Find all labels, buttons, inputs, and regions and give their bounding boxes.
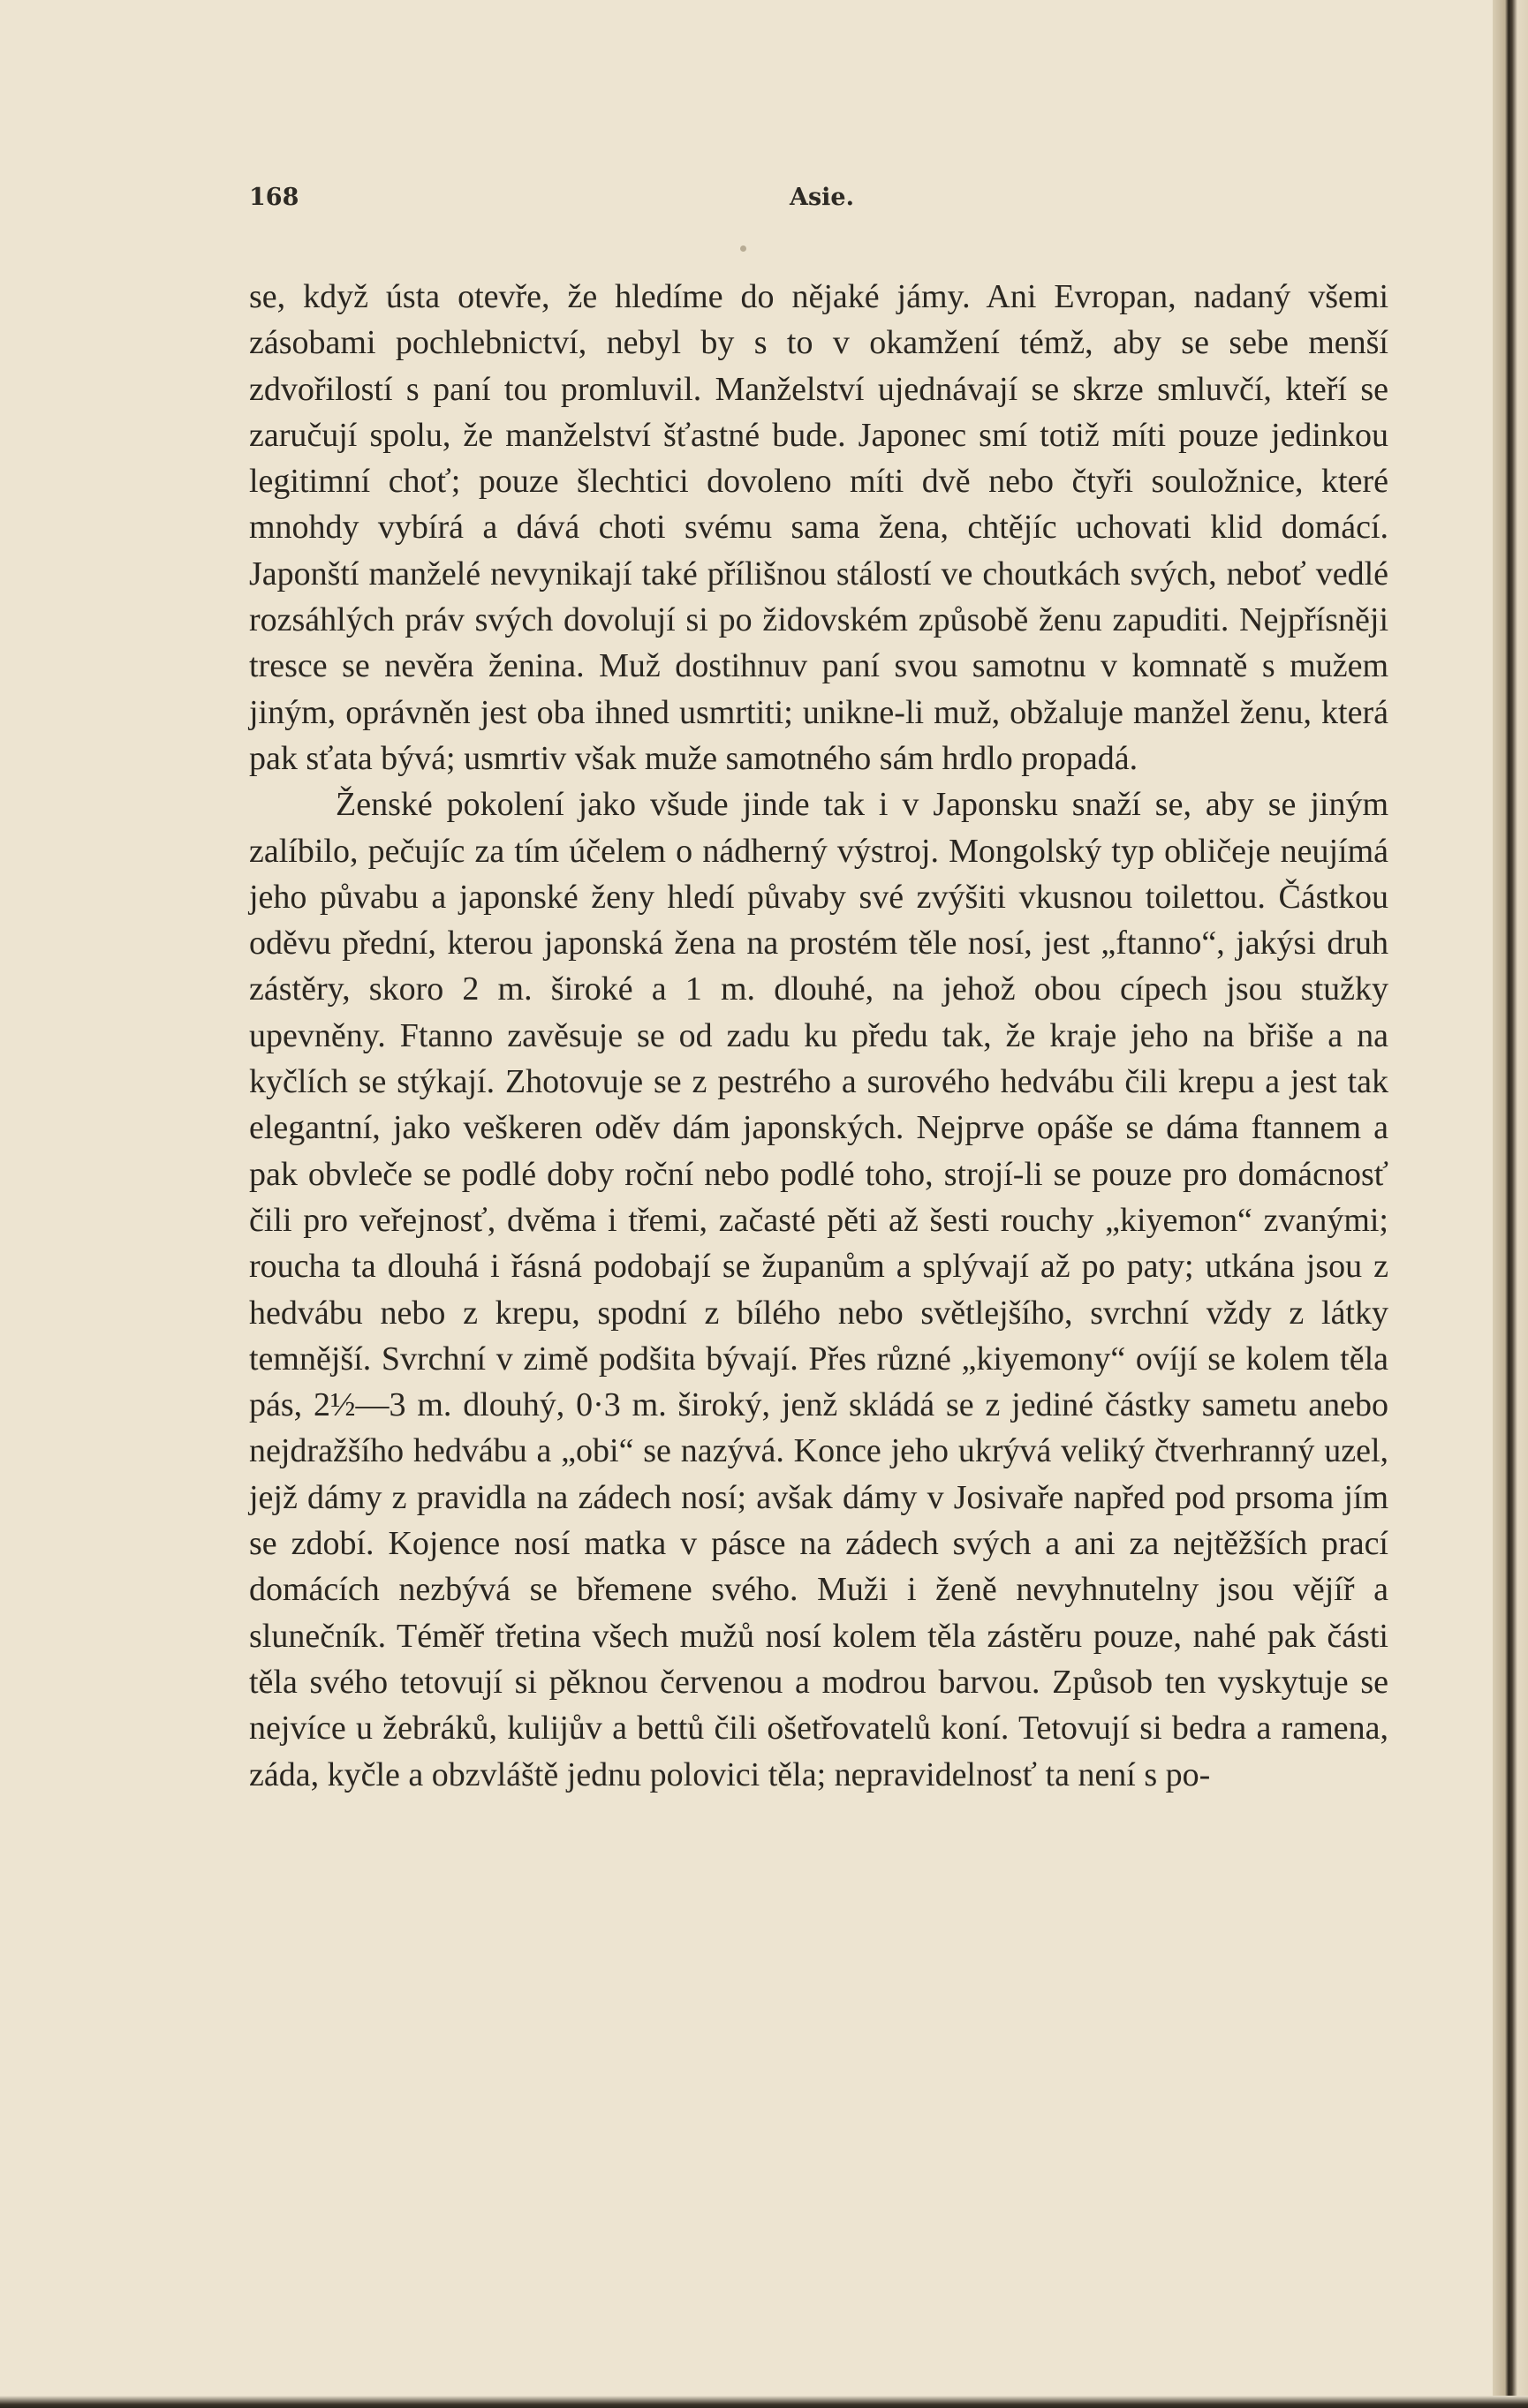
paragraph: Ženské pokolení jako všude jinde tak i v Japonsku snaží se, aby se jiným zalíbilo, pečujíc za tím účelem o nádherný výstroj. Mongolský typ obličeje neujímá jeho půvabu a japonské ženy hledí půvaby své zvýšiti vkusnou toilettou. Částkou oděvu přední, kterou japonská žena na prostém těle nosí, jest „ftanno“, jakýsi druh zástěry, skoro 2 m. široké a 1 m. dlouhé, na jehož obou cípech jsou stužky upevněny. Ftanno zavěsuje se od zadu ku předu tak, že kraje jeho na břiše a na kyčlích se stýkají. Zhotovuje se z pestrého a surového hedvábu čili krepu a jest tak elegantní, jako veškeren oděv dám japonských. Nejprve opáše se dáma ftannem a pak obvleče se podlé doby roční nebo podlé toho, strojí-li se pouze pro domácnosť čili pro veřejnosť, dvěma i třemi, začasté pěti až šesti rouchy „kiyemon“ zvanými; roucha ta dlouhá i řásná podobají se županům a splývají až po paty; utkána jsou z hedvábu nebo z krepu, spodní z bílého nebo světlejšího, svrchní vždy z látky temnější. Svrchní v zimě podšita bývají. Přes různé „kiyemony“ ovíjí se kolem těla pás, 2½—3 m. dlouhý, 0·3 m. široký, jenž skládá se z jediné částky sametu anebo nejdražšího hedvábu a „obi“ se nazývá. Konce jeho ukrývá veliký čtverhranný uzel, jejž dámy z pravidla na zádech nosí; avšak dámy v Josivaře napřed pod prsoma jím se zdobí. Kojence nosí matka v pásce na zádech svých a ani za nejtěžších prací domácích nezbývá se břemene svého. Muži i ženě nevyhnutelny jsou vějíř a slunečník. Téměř třetina všech mužů nosí kolem těla zástěru pouze, nahé pak části těla svého tetovují si pěknou červenou a modrou barvou. Způsob ten vyskytuje se nejvíce u žebráků, kulijův a bettů čili ošetřovatelů koní. Tetovují si bedra a ramena, záda, kyčle a obzvláště jednu polovici těla; nepravidelnosť ta není s po- bbox=[249, 786, 1388, 1793]
page-header bbox=[249, 184, 1388, 219]
page-bottom-edge bbox=[0, 2396, 1528, 2408]
running-head: Asie. bbox=[790, 184, 854, 211]
body-text bbox=[249, 274, 1388, 1798]
paragraph: se, když ústa otevře, že hledíme do nějaké jámy. Ani Evropan, nadaný všemi zásobami pochlebnictví, nebyl by s to v okamžení témž, aby se sebe menší zdvořilostí s paní tou promluvil. Manželství ujednávají se skrze smluvčí, kteří se zaručují spolu, že manželství šťastné bude. Japonec smí totiž míti pouze jedinkou legitimní choť; pouze šlechtici dovoleno míti dvě nebo čtyři souložnice, které mnohdy vybírá a dává choti svému sama žena, chtějíc uchovati klid domácí. Japonští manželé nevynikají také přílišnou stálostí ve choutkách svých, neboť vedlé rozsáhlých práv svých dovolují si po židovském způsobě ženu zapuditi. Nejpřísněji tresce se nevěra ženina. Muž dostihnuv paní svou samotnu v komnatě s mužem jiným, oprávněn jest oba ihned usmrtiti; unikne-li muž, obžaluje manžel ženu, která pak sťata bývá; usmrtiv však muže samotného sám hrdlo propadá. bbox=[249, 278, 1388, 777]
page-number: 168 bbox=[249, 184, 299, 211]
ink-speck bbox=[740, 245, 746, 252]
book-spine-shadow bbox=[1493, 0, 1528, 2408]
